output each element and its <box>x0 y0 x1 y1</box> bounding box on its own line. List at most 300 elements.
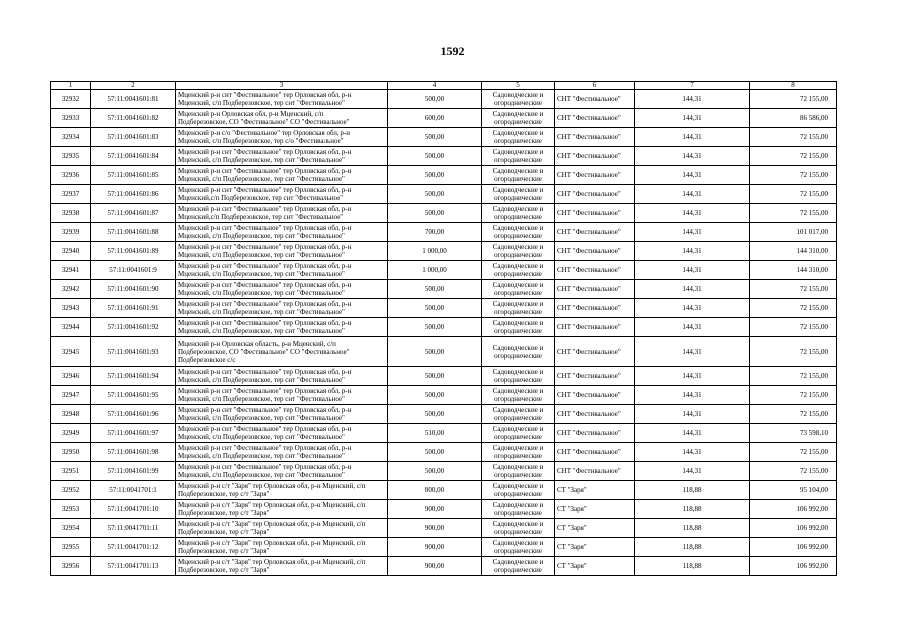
land-use-cell <box>482 299 555 318</box>
association-cell: СНТ "Фестивальное" <box>555 223 635 242</box>
address-cell <box>176 538 388 557</box>
address-line: Мценский р-н снт "Фестивальное" тер Орловская обл, р-н <box>178 186 352 194</box>
association-cell: СНТ "Фестивальное" <box>555 147 635 166</box>
specific-value-cell: 144,31 <box>635 299 750 318</box>
land-use-line: Садоводческие и <box>492 319 544 327</box>
association-cell: СНТ "Фестивальное" <box>555 337 635 367</box>
land-use-line: огороднические <box>494 156 542 164</box>
row-number-cell: 32956 <box>51 557 91 576</box>
land-use-line: огороднические <box>494 528 542 536</box>
address-line: Мценский, с/п Подберезовское, тер снт "Фестивальное" <box>178 270 345 278</box>
association-cell: СНТ "Фестивальное" <box>555 204 635 223</box>
cadastral-value-cell: 106 992,00 <box>750 500 837 519</box>
row-number-cell: 32949 <box>51 424 91 443</box>
land-use-line: Садоводческие и <box>492 343 544 352</box>
area-cell: 500,00 <box>388 367 482 386</box>
table-row <box>51 128 837 147</box>
address-cell <box>176 166 388 185</box>
address-cell <box>176 519 388 538</box>
address-cell <box>176 223 388 242</box>
cadastral-number-cell: 57:11:0041601:83 <box>91 128 176 147</box>
area-cell: 500,00 <box>388 128 482 147</box>
association-cell: СНТ "Фестивальное" <box>555 166 635 185</box>
table-row <box>51 443 837 462</box>
cadastral-value-cell: 106 992,00 <box>750 519 837 538</box>
address-line: Мценский, с/п Подберезовское, тер снт "Фестивальное" <box>178 175 345 183</box>
address-line: Мценский р-н снт "Фестивальное" тер Орловская обл, р-н <box>178 319 352 327</box>
address-line: Подберезовское, СО "Фестивальное" СО "Фестивальное" <box>178 118 350 126</box>
column-header-row <box>51 82 837 90</box>
cadastral-number-cell: 57:11:0041601:9 <box>91 261 176 280</box>
table-row <box>51 280 837 299</box>
address-line: Мценский р-н с/т "Заря" тер Орловская обл, р-н Мценский, с/п <box>178 558 366 566</box>
land-use-line: Садоводческие и <box>492 387 544 395</box>
land-use-line: Садоводческие и <box>492 167 544 175</box>
area-cell: 900,00 <box>388 538 482 557</box>
land-use-cell <box>482 223 555 242</box>
specific-value-cell: 118,88 <box>635 481 750 500</box>
association-cell: СНТ "Фестивальное" <box>555 299 635 318</box>
address-cell <box>176 318 388 337</box>
land-use-cell <box>482 147 555 166</box>
specific-value-cell: 144,31 <box>635 280 750 299</box>
area-cell: 1 000,00 <box>388 242 482 261</box>
address-line: Мценский, с/п Подберезовское, тер снт "Фестивальное" <box>178 414 345 422</box>
land-use-line: Садоводческие и <box>492 110 544 118</box>
row-number-cell: 32932 <box>51 90 91 109</box>
association-cell: СТ "Заря" <box>555 500 635 519</box>
specific-value-cell: 118,88 <box>635 519 750 538</box>
land-use-line: Садоводческие и <box>492 281 544 289</box>
specific-value-cell: 144,31 <box>635 147 750 166</box>
specific-value-cell: 144,31 <box>635 166 750 185</box>
land-use-line: Садоводческие и <box>492 148 544 156</box>
cadastral-value-cell: 72 155,00 <box>750 337 837 367</box>
land-use-line: Садоводческие и <box>492 482 544 490</box>
address-line: Мценский р-н Орловская обл, р-н Мценский, с/п <box>178 110 324 118</box>
address-cell <box>176 242 388 261</box>
land-registry-table <box>50 81 837 576</box>
row-number-cell: 32937 <box>51 185 91 204</box>
land-use-line: огороднические <box>494 471 542 479</box>
address-cell <box>176 147 388 166</box>
land-use-cell <box>482 462 555 481</box>
land-use-line: огороднические <box>494 308 542 316</box>
land-use-cell <box>482 166 555 185</box>
cadastral-value-cell: 72 155,00 <box>750 367 837 386</box>
cadastral-number-cell: 57:11:0041601:93 <box>91 337 176 367</box>
area-cell: 500,00 <box>388 299 482 318</box>
address-cell <box>176 261 388 280</box>
cadastral-number-cell: 57:11:0041601:86 <box>91 185 176 204</box>
table-row <box>51 242 837 261</box>
address-line: Мценский р-н снт "Фестивальное" тер Орловская обл, р-н <box>178 406 352 414</box>
column-header: 3 <box>176 82 388 90</box>
land-use-line: Садоводческие и <box>492 129 544 137</box>
address-line: Мценский р-н снт "Фестивальное" тер Орловская обл, р-н <box>178 224 352 232</box>
land-use-cell <box>482 500 555 519</box>
table-row <box>51 185 837 204</box>
address-line: Мценский, с/п Подберезовское, тер снт "Фестивальное" <box>178 452 345 460</box>
specific-value-cell: 144,31 <box>635 242 750 261</box>
area-cell: 500,00 <box>388 185 482 204</box>
cadastral-number-cell: 57:11:0041601:94 <box>91 367 176 386</box>
address-line: Мценский р-н с/т "Заря" тер Орловская обл, р-н Мценский, с/п <box>178 539 366 547</box>
address-line: Подберезовское, тер с/т "Заря" <box>178 490 270 498</box>
column-header: 5 <box>482 82 555 90</box>
address-line: Мценский, с/п Подберезовское, тер с/о "Фестивальное" <box>178 137 344 145</box>
address-line: Мценский, с/п Подберезовское, тер снт "Фестивальное" <box>178 395 345 403</box>
area-cell: 500,00 <box>388 462 482 481</box>
association-cell: СНТ "Фестивальное" <box>555 443 635 462</box>
table-row <box>51 223 837 242</box>
association-cell: СНТ "Фестивальное" <box>555 128 635 147</box>
land-use-cell <box>482 185 555 204</box>
association-cell: СНТ "Фестивальное" <box>555 318 635 337</box>
row-number-cell: 32954 <box>51 519 91 538</box>
cadastral-number-cell: 57:11:0041601:96 <box>91 405 176 424</box>
address-line: Подберезовское, тер с/т "Заря" <box>178 547 270 555</box>
area-cell: 1 000,00 <box>388 261 482 280</box>
column-header: 4 <box>388 82 482 90</box>
cadastral-value-cell: 72 155,00 <box>750 90 837 109</box>
row-number-cell: 32938 <box>51 204 91 223</box>
land-use-cell <box>482 443 555 462</box>
table-row <box>51 318 837 337</box>
land-use-line: огороднические <box>494 509 542 517</box>
address-cell <box>176 481 388 500</box>
area-cell: 900,00 <box>388 557 482 576</box>
specific-value-cell: 144,31 <box>635 405 750 424</box>
address-cell <box>176 462 388 481</box>
specific-value-cell: 118,88 <box>635 538 750 557</box>
row-number-cell: 32935 <box>51 147 91 166</box>
cadastral-value-cell: 101 017,00 <box>750 223 837 242</box>
address-line: Мценский, с/п Подберезовское, тер снт "Фестивальное" <box>178 433 345 441</box>
address-line: Мценский р-н снт "Фестивальное" тер Орловская обл, р-н <box>178 91 352 99</box>
address-line: Мценский, с/п Подберезовское, тер снт "Фестивальное" <box>178 327 345 335</box>
land-use-cell <box>482 424 555 443</box>
area-cell: 900,00 <box>388 519 482 538</box>
row-number-cell: 32951 <box>51 462 91 481</box>
address-cell <box>176 386 388 405</box>
area-cell: 500,00 <box>388 147 482 166</box>
cadastral-value-cell: 72 155,00 <box>750 299 837 318</box>
column-header: 1 <box>51 82 91 90</box>
row-number-cell: 32947 <box>51 386 91 405</box>
address-cell <box>176 299 388 318</box>
table-row <box>51 337 837 367</box>
area-cell: 600,00 <box>388 109 482 128</box>
specific-value-cell: 118,88 <box>635 500 750 519</box>
cadastral-number-cell: 57:11:0041701:1 <box>91 481 176 500</box>
cadastral-value-cell: 144 310,00 <box>750 242 837 261</box>
address-line: Подберезовское с/с <box>178 355 236 364</box>
address-line: Мценский, с/п Подберезовское, тер снт "Фестивальное" <box>178 232 345 240</box>
table-row <box>51 538 837 557</box>
specific-value-cell: 144,31 <box>635 204 750 223</box>
row-number-cell: 32952 <box>51 481 91 500</box>
table-row <box>51 386 837 405</box>
cadastral-value-cell: 72 155,00 <box>750 204 837 223</box>
land-use-line: Садоводческие и <box>492 262 544 270</box>
table-row <box>51 261 837 280</box>
address-cell <box>176 500 388 519</box>
address-cell <box>176 337 388 367</box>
table-row <box>51 367 837 386</box>
land-use-line: Садоводческие и <box>492 463 544 471</box>
association-cell: СНТ "Фестивальное" <box>555 405 635 424</box>
land-use-line: огороднические <box>494 118 542 126</box>
cadastral-value-cell: 72 155,00 <box>750 128 837 147</box>
association-cell: СНТ "Фестивальное" <box>555 462 635 481</box>
address-line: Мценский р-н снт "Фестивальное" тер Орловская обл, р-н <box>178 463 352 471</box>
table-row <box>51 90 837 109</box>
land-use-line: огороднические <box>494 232 542 240</box>
cadastral-value-cell: 72 155,00 <box>750 318 837 337</box>
specific-value-cell: 144,31 <box>635 223 750 242</box>
land-use-line: огороднические <box>494 327 542 335</box>
association-cell: СНТ "Фестивальное" <box>555 185 635 204</box>
land-use-line: Садоводческие и <box>492 558 544 566</box>
address-line: Мценский, с/п Подберезовское, тер снт "Фестивальное" <box>178 376 345 384</box>
area-cell: 500,00 <box>388 90 482 109</box>
specific-value-cell: 144,31 <box>635 109 750 128</box>
specific-value-cell: 144,31 <box>635 462 750 481</box>
column-header: 8 <box>750 82 837 90</box>
specific-value-cell: 144,31 <box>635 261 750 280</box>
land-use-line: Садоводческие и <box>492 501 544 509</box>
address-line: Мценский р-н снт "Фестивальное" тер Орловская обл, р-н <box>178 205 352 213</box>
cadastral-value-cell: 72 155,00 <box>750 185 837 204</box>
area-cell: 700,00 <box>388 223 482 242</box>
address-line: Мценский р-н с/т "Заря" тер Орловская обл, р-н Мценский, с/п <box>178 501 366 509</box>
address-cell <box>176 185 388 204</box>
address-line: Мценский, с/п Подберезовское, тер снт "Фестивальное" <box>178 308 345 316</box>
association-cell: СТ "Заря" <box>555 557 635 576</box>
address-line: Мценский, с/п Подберезовское, тер снт "Фестивальное" <box>178 289 345 297</box>
row-number-cell: 32942 <box>51 280 91 299</box>
cadastral-number-cell: 57:11:0041601:92 <box>91 318 176 337</box>
cadastral-value-cell: 72 155,00 <box>750 462 837 481</box>
table-row <box>51 166 837 185</box>
cadastral-number-cell: 57:11:0041701:11 <box>91 519 176 538</box>
column-header: 7 <box>635 82 750 90</box>
address-line: Мценский р-н с/т "Заря" тер Орловская обл, р-н Мценский, с/п <box>178 482 366 490</box>
address-line: Подберезовское, тер с/т "Заря" <box>178 509 270 517</box>
address-cell <box>176 109 388 128</box>
address-line: Подберезовское, тер с/т "Заря" <box>178 566 270 574</box>
specific-value-cell: 144,31 <box>635 90 750 109</box>
row-number-cell: 32944 <box>51 318 91 337</box>
land-use-line: Садоводческие и <box>492 520 544 528</box>
cadastral-value-cell: 72 155,00 <box>750 147 837 166</box>
association-cell: СНТ "Фестивальное" <box>555 386 635 405</box>
land-use-cell <box>482 318 555 337</box>
cadastral-number-cell: 57:11:0041601:99 <box>91 462 176 481</box>
land-use-line: Садоводческие и <box>492 224 544 232</box>
land-use-line: Садоводческие и <box>492 406 544 414</box>
cadastral-value-cell: 72 155,00 <box>750 166 837 185</box>
land-use-line: огороднические <box>494 376 542 384</box>
address-cell <box>176 90 388 109</box>
land-use-line: огороднические <box>494 194 542 202</box>
address-line: Мценский,с/п Подберезовское, тер снт "Фестивальное" <box>178 194 344 202</box>
row-number-cell: 32933 <box>51 109 91 128</box>
area-cell: 500,00 <box>388 280 482 299</box>
address-line: Мценский, с/п Подберезовское, тер снт "Фестивальное" <box>178 471 345 479</box>
row-number-cell: 32941 <box>51 261 91 280</box>
land-use-line: огороднические <box>494 251 542 259</box>
cadastral-value-cell: 106 992,00 <box>750 557 837 576</box>
column-header: 6 <box>555 82 635 90</box>
land-use-line: Садоводческие и <box>492 243 544 251</box>
specific-value-cell: 144,31 <box>635 337 750 367</box>
cadastral-value-cell: 72 155,00 <box>750 280 837 299</box>
cadastral-number-cell: 57:11:0041601:82 <box>91 109 176 128</box>
cadastral-value-cell: 95 104,00 <box>750 481 837 500</box>
cadastral-number-cell: 57:11:0041601:95 <box>91 386 176 405</box>
cadastral-value-cell: 86 586,00 <box>750 109 837 128</box>
address-line: Мценский р-н снт "Фестивальное" тер Орловская обл, р-н <box>178 281 352 289</box>
cadastral-number-cell: 57:11:0041701:13 <box>91 557 176 576</box>
land-use-line: огороднические <box>494 433 542 441</box>
table-row <box>51 147 837 166</box>
row-number-cell: 32945 <box>51 337 91 367</box>
land-use-cell <box>482 90 555 109</box>
cadastral-number-cell: 57:11:0041601:87 <box>91 204 176 223</box>
address-line: Мценский р-н снт "Фестивальное" тер Орловская обл, р-н <box>178 148 352 156</box>
row-number-cell: 32955 <box>51 538 91 557</box>
area-cell: 500,00 <box>388 318 482 337</box>
land-use-line: огороднические <box>494 270 542 278</box>
address-cell <box>176 424 388 443</box>
specific-value-cell: 144,31 <box>635 424 750 443</box>
table-row <box>51 424 837 443</box>
table-row <box>51 299 837 318</box>
land-use-cell <box>482 386 555 405</box>
address-line: Мценский р-н снт "Фестивальное" тер Орловская обл, р-н <box>178 387 352 395</box>
land-use-cell <box>482 109 555 128</box>
address-line: Мценский р-н с/т "Заря" тер Орловская обл, р-н Мценский, с/п <box>178 520 366 528</box>
land-use-line: Садоводческие и <box>492 186 544 194</box>
address-cell <box>176 557 388 576</box>
specific-value-cell: 144,31 <box>635 318 750 337</box>
area-cell: 500,00 <box>388 443 482 462</box>
address-line: Мценский, с/п Подберезовское, тер снт "Фестивальное" <box>178 156 345 164</box>
row-number-cell: 32943 <box>51 299 91 318</box>
land-use-line: Садоводческие и <box>492 91 544 99</box>
association-cell: СТ "Заря" <box>555 481 635 500</box>
cadastral-number-cell: 57:11:0041601:88 <box>91 223 176 242</box>
association-cell: СНТ "Фестивальное" <box>555 90 635 109</box>
address-line: Мценский,с/п Подберезовское, тер снт "Фестивальное" <box>178 213 344 221</box>
cadastral-number-cell: 57:11:0041601:98 <box>91 443 176 462</box>
land-use-cell <box>482 557 555 576</box>
cadastral-number-cell: 57:11:0041601:89 <box>91 242 176 261</box>
cadastral-number-cell: 57:11:0041601:85 <box>91 166 176 185</box>
cadastral-value-cell: 72 155,00 <box>750 443 837 462</box>
land-use-line: Садоводческие и <box>492 300 544 308</box>
table-row <box>51 462 837 481</box>
land-use-cell <box>482 519 555 538</box>
land-use-line: огороднические <box>494 566 542 574</box>
land-use-cell <box>482 538 555 557</box>
row-number-cell: 32936 <box>51 166 91 185</box>
specific-value-cell: 144,31 <box>635 367 750 386</box>
column-header: 2 <box>91 82 176 90</box>
land-use-cell <box>482 481 555 500</box>
address-line: Мценский р-н с/о "Фестивальное" тер Орловская обл, р-н <box>178 129 350 137</box>
area-cell: 510,00 <box>388 424 482 443</box>
specific-value-cell: 144,31 <box>635 386 750 405</box>
area-cell: 800,00 <box>388 481 482 500</box>
address-line: Мценский р-н снт "Фестивальное" тер Орловская обл, р-н <box>178 444 352 452</box>
land-use-cell <box>482 367 555 386</box>
address-line: Мценский р-н снт "Фестивальное" тер Орловская обл, р-н <box>178 243 352 251</box>
page-number: 1592 <box>440 44 465 58</box>
address-line: Мценский р-н снт "Фестивальное" тер Орловская обл, р-н <box>178 262 352 270</box>
cadastral-value-cell: 106 992,00 <box>750 538 837 557</box>
table-row <box>51 204 837 223</box>
land-use-line: огороднические <box>494 289 542 297</box>
association-cell: СНТ "Фестивальное" <box>555 424 635 443</box>
address-line: Мценский, с/п Подберезовское, тер снт "Фестивальное" <box>178 251 345 259</box>
land-use-line: огороднические <box>494 99 542 107</box>
area-cell: 500,00 <box>388 386 482 405</box>
row-number-cell: 32953 <box>51 500 91 519</box>
cadastral-value-cell: 72 155,00 <box>750 386 837 405</box>
land-use-line: Садоводческие и <box>492 368 544 376</box>
specific-value-cell: 144,31 <box>635 185 750 204</box>
table-row <box>51 481 837 500</box>
table-row <box>51 405 837 424</box>
cadastral-number-cell: 57:11:0041601:90 <box>91 280 176 299</box>
table-row <box>51 500 837 519</box>
land-use-line: Садоводческие и <box>492 539 544 547</box>
cadastral-number-cell: 57:11:0041601:81 <box>91 90 176 109</box>
row-number-cell: 32940 <box>51 242 91 261</box>
cadastral-value-cell: 73 598,10 <box>750 424 837 443</box>
land-use-cell <box>482 405 555 424</box>
specific-value-cell: 144,31 <box>635 128 750 147</box>
land-use-line: огороднические <box>494 213 542 221</box>
row-number-cell: 32939 <box>51 223 91 242</box>
area-cell: 900,00 <box>388 500 482 519</box>
address-line: Мценский р-н снт "Фестивальное" тер Орловская обл, р-н <box>178 167 352 175</box>
association-cell: СНТ "Фестивальное" <box>555 109 635 128</box>
cadastral-value-cell: 144 310,00 <box>750 261 837 280</box>
land-use-cell <box>482 128 555 147</box>
land-use-line: огороднические <box>494 351 542 360</box>
cadastral-number-cell: 57:11:0041701:12 <box>91 538 176 557</box>
cadastral-number-cell: 57:11:0041701:10 <box>91 500 176 519</box>
area-cell: 500,00 <box>388 166 482 185</box>
address-line: Подберезовское, тер с/т "Заря" <box>178 528 270 536</box>
area-cell: 500,00 <box>388 405 482 424</box>
table-row <box>51 519 837 538</box>
address-cell <box>176 128 388 147</box>
land-use-line: огороднические <box>494 414 542 422</box>
specific-value-cell: 118,88 <box>635 557 750 576</box>
land-use-line: огороднические <box>494 547 542 555</box>
cadastral-number-cell: 57:11:0041601:84 <box>91 147 176 166</box>
address-line: Мценский р-н снт "Фестивальное" тер Орловская обл, р-н <box>178 425 352 433</box>
association-cell: СТ "Заря" <box>555 519 635 538</box>
row-number-cell: 32946 <box>51 367 91 386</box>
association-cell: СНТ "Фестивальное" <box>555 242 635 261</box>
land-use-line: Садоводческие и <box>492 205 544 213</box>
